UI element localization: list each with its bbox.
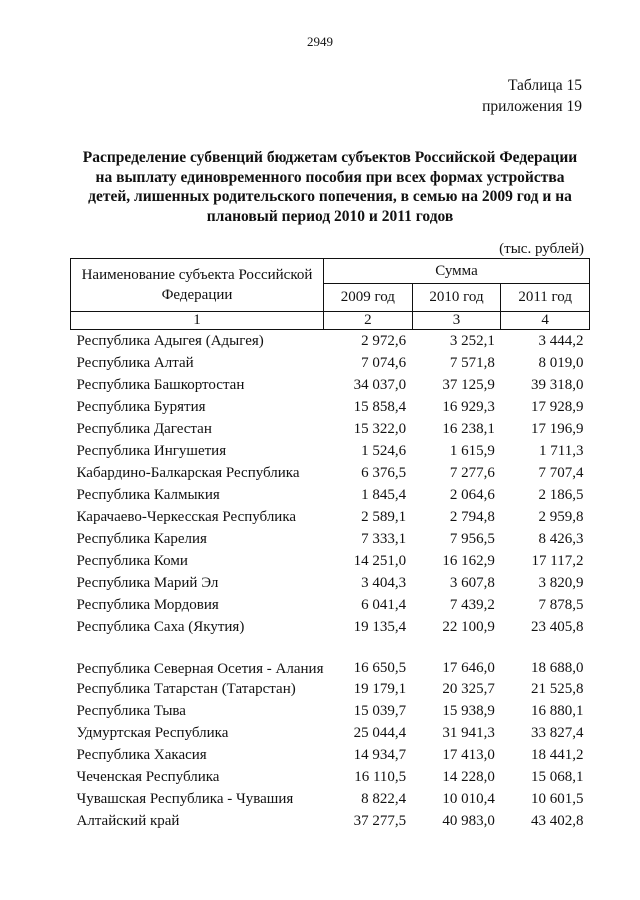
amount-2009-cell: 14 251,0 (353, 553, 407, 569)
amount-2009-cell: 25 044,4 (353, 725, 407, 741)
amount-2010-cell: 14 228,0 (442, 769, 495, 785)
amount-2010-cell: 37 125,9 (442, 377, 495, 393)
table-row (71, 810, 590, 832)
unit-note: (тыс. рублей) (499, 241, 584, 257)
table-row (71, 396, 590, 418)
amount-2009-cell: 2 589,1 (361, 509, 407, 525)
table-header (71, 259, 590, 330)
amount-2010-cell: 22 100,9 (442, 619, 495, 635)
amount-2009-cell: 7 333,1 (361, 531, 407, 547)
amount-2010-cell: 7 439,2 (449, 597, 495, 613)
amount-2009-cell: 15 322,0 (353, 421, 407, 437)
amount-2010-cell: 40 983,0 (442, 813, 495, 829)
amount-2010-cell: 20 325,7 (442, 681, 495, 697)
region-name-cell: Республика Саха (Якутия) (76, 619, 245, 635)
page-number: 2949 (307, 34, 333, 49)
amount-2011-cell: 7 878,5 (538, 597, 584, 613)
amount-2011-cell: 2 959,8 (538, 509, 584, 525)
region-name-cell: Республика Хакасия (76, 747, 207, 763)
amount-2009-cell: 15 039,7 (353, 703, 407, 719)
amount-2009-cell: 34 037,0 (353, 377, 407, 393)
region-name-cell: Удмуртская Республика (76, 725, 229, 741)
table-row (71, 594, 590, 616)
table-row (71, 440, 590, 462)
amount-2011-cell: 8 019,0 (538, 355, 584, 371)
table-row (71, 572, 590, 594)
amount-2010-cell: 16 162,9 (442, 553, 495, 569)
amount-2009-cell: 3 404,3 (361, 575, 407, 591)
amount-2009-cell: 7 074,6 (361, 355, 407, 371)
amount-2010-cell: 17 413,0 (442, 747, 495, 763)
document-title (60, 148, 600, 226)
amount-2009-cell: 15 858,4 (353, 399, 407, 415)
region-name-cell: Республика Адыгея (Адыгея) (76, 333, 264, 349)
table-row (71, 550, 590, 572)
amount-2009-cell: 2 972,6 (361, 333, 407, 349)
amount-2009-cell: 8 822,4 (361, 791, 407, 807)
region-name-cell: Карачаево-Черкесская Республика (76, 509, 297, 525)
amount-2011-cell: 16 880,1 (530, 703, 584, 719)
table-row (71, 638, 590, 678)
table-reference-line-2: приложения 19 (482, 98, 582, 115)
subvention-table (70, 258, 590, 832)
amount-2010-cell: 10 010,4 (442, 791, 495, 807)
table-row (71, 722, 590, 744)
amount-2010-cell: 17 646,0 (442, 660, 495, 676)
region-name-cell: Республика Башкортостан (76, 377, 245, 393)
table-row (71, 330, 590, 353)
table-row (71, 700, 590, 722)
year-2009-header: 2009 год (324, 284, 413, 312)
amount-2011-cell: 17 928,9 (530, 399, 584, 415)
amount-2010-cell: 16 929,3 (442, 399, 495, 415)
table-row (71, 616, 590, 638)
amount-2011-cell: 3 820,9 (538, 575, 584, 591)
region-name-cell: Кабардино-Балкарская Республика (76, 465, 300, 481)
amount-2010-cell: 7 571,8 (449, 355, 495, 371)
region-name-cell: Республика Коми (76, 553, 188, 569)
amount-2010-cell: 2 064,6 (449, 487, 495, 503)
column-number: 4 (501, 312, 590, 330)
amount-2011-cell: 10 601,5 (530, 791, 584, 807)
title-line: детей, лишенных родительского попечения, в семью на 2009 год и на (88, 188, 572, 205)
amount-2010-cell: 3 607,8 (449, 575, 495, 591)
amount-2010-cell: 1 615,9 (449, 443, 495, 459)
amount-2011-cell: 8 426,3 (538, 531, 584, 547)
region-name-cell: Чувашская Республика - Чувашия (76, 791, 294, 807)
amount-2011-cell: 17 196,9 (530, 421, 584, 437)
table-row (71, 528, 590, 550)
amount-2010-cell: 7 956,5 (449, 531, 495, 547)
amount-2009-cell: 6 376,5 (361, 465, 407, 481)
amount-2011-cell: 18 688,0 (530, 660, 584, 676)
table-row (71, 766, 590, 788)
table-reference-line-1: Таблица 15 (507, 77, 582, 94)
table-row (71, 352, 590, 374)
amount-2010-cell: 31 941,3 (442, 725, 495, 741)
year-2011-header: 2011 год (501, 284, 590, 312)
amount-2011-cell: 17 117,2 (531, 553, 584, 569)
table-row (71, 788, 590, 810)
amount-2009-cell: 16 650,5 (353, 660, 407, 676)
amount-2009-cell: 37 277,5 (353, 813, 407, 829)
amount-2009-cell: 19 135,4 (353, 619, 407, 635)
table-row (71, 374, 590, 396)
amount-2011-cell: 39 318,0 (530, 377, 584, 393)
amount-2009-cell: 16 110,5 (354, 769, 407, 785)
amount-2011-cell: 3 444,2 (538, 333, 584, 349)
sum-column-header: Сумма (324, 259, 590, 284)
amount-2010-cell: 3 252,1 (449, 333, 495, 349)
region-name-cell: Чеченская Республика (76, 769, 220, 785)
region-name-cell: Республика Дагестан (76, 421, 212, 437)
amount-2010-cell: 2 794,8 (449, 509, 495, 525)
amount-2010-cell: 16 238,1 (442, 421, 495, 437)
region-name-cell: Республика Тыва (76, 703, 186, 719)
amount-2011-cell: 1 711,3 (539, 443, 584, 459)
title-line: плановый период 2010 и 2011 годов (206, 207, 454, 225)
table-row (71, 462, 590, 484)
amount-2010-cell: 7 277,6 (449, 465, 495, 481)
column-number: 2 (324, 312, 413, 330)
table-row (71, 678, 590, 700)
amount-2011-cell: 15 068,1 (530, 769, 584, 785)
table-row (71, 506, 590, 528)
amount-2009-cell: 19 179,1 (353, 681, 407, 697)
amount-2011-cell: 18 441,2 (530, 747, 584, 763)
region-name-cell: Республика Марий Эл (76, 575, 219, 591)
title-line: на выплату единовременного пособия при всех формах устройства (95, 168, 565, 186)
amount-2009-cell: 1 524,6 (361, 443, 407, 459)
table-row (71, 418, 590, 440)
amount-2011-cell: 33 827,4 (530, 725, 584, 741)
year-2010-header: 2010 год (412, 284, 501, 312)
table-row (71, 744, 590, 766)
amount-2009-cell: 1 845,4 (361, 487, 407, 503)
amount-2011-cell: 21 525,8 (530, 681, 584, 697)
name-column-header: Наименование субъекта Российской Федерации (71, 259, 324, 312)
amount-2011-cell: 43 402,8 (530, 813, 584, 829)
amount-2011-cell: 23 405,8 (530, 619, 584, 635)
amount-2011-cell: 7 707,4 (538, 465, 584, 481)
region-name-cell: Республика Бурятия (76, 399, 206, 415)
amount-2009-cell: 14 934,7 (353, 747, 407, 763)
table-body (71, 330, 590, 833)
table-row (71, 484, 590, 506)
column-number: 3 (412, 312, 501, 330)
region-name-cell: Алтайский край (76, 813, 180, 829)
region-name-cell: Республика Мордовия (76, 597, 219, 613)
title-line: Распределение субвенций бюджетам субъектов Российской Федерации (82, 149, 578, 166)
amount-2010-cell: 15 938,9 (442, 703, 495, 719)
amount-2009-cell: 6 041,4 (361, 597, 407, 613)
amount-2011-cell: 2 186,5 (538, 487, 584, 503)
region-name-cell: Республика Татарстан (Татарстан) (76, 681, 296, 697)
column-number: 1 (71, 312, 324, 330)
region-name-cell: Республика Калмыкия (76, 487, 220, 503)
region-name-cell: Республика Алтай (76, 355, 194, 371)
region-name-cell: Республика Северная Осетия - Алания (76, 661, 324, 677)
table-reference (482, 75, 582, 117)
region-name-cell: Республика Карелия (76, 531, 207, 547)
region-name-cell: Республика Ингушетия (76, 443, 227, 459)
